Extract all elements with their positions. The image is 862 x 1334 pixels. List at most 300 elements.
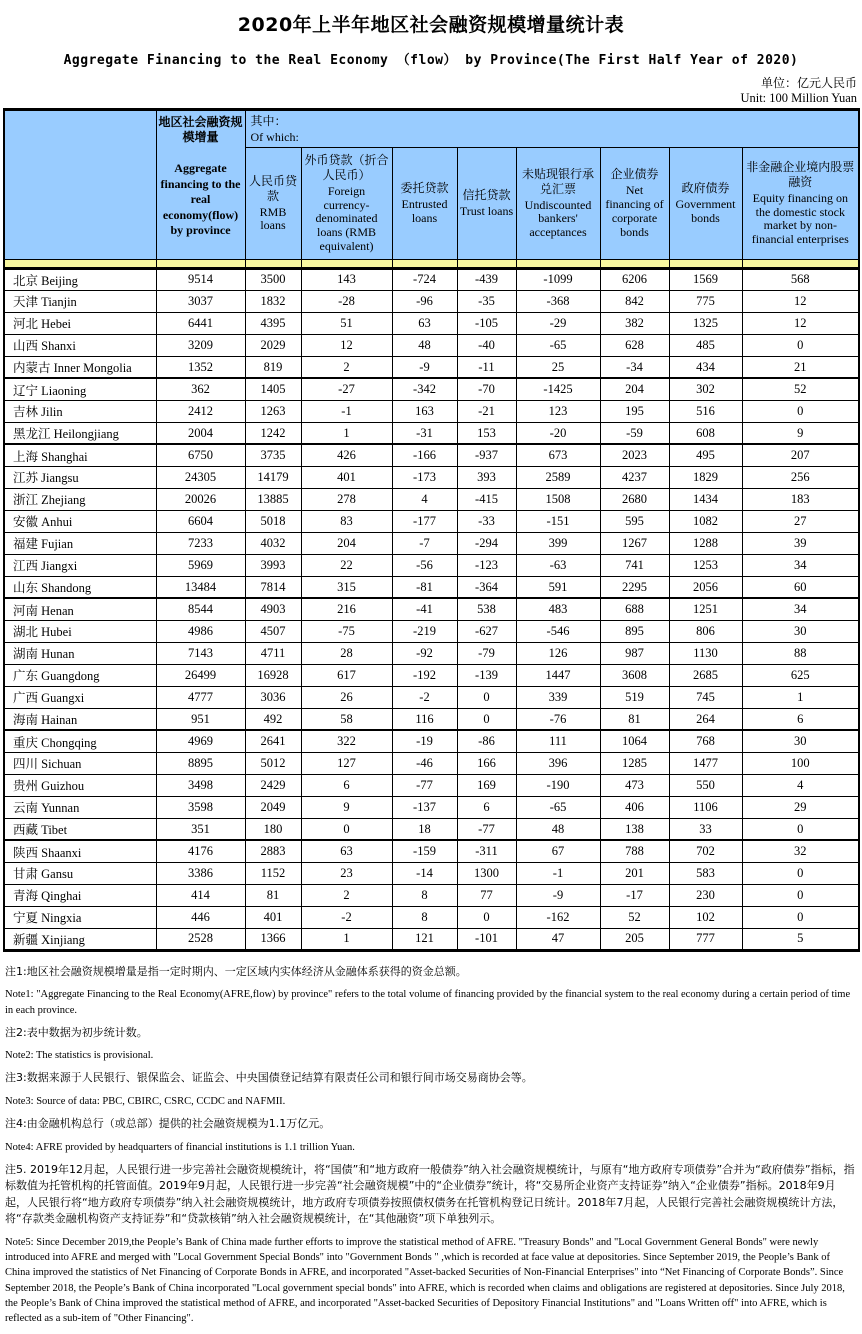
value-cell: -65: [516, 796, 600, 818]
value-cell: -2: [392, 686, 457, 708]
value-cell: 519: [600, 686, 669, 708]
value-cell: -162: [516, 906, 600, 928]
value-cell: 4507: [245, 620, 301, 642]
value-cell: 29: [742, 796, 859, 818]
province-cell: 宁夏 Ningxia: [4, 906, 156, 928]
value-cell: 7143: [156, 642, 245, 664]
province-cell: 贵州 Guizhou: [4, 774, 156, 796]
value-cell: 88: [742, 642, 859, 664]
value-cell: -159: [392, 840, 457, 862]
header-yellow-strip-cell: [301, 259, 392, 268]
value-cell: 1366: [245, 928, 301, 950]
province-cell: 山东 Shandong: [4, 576, 156, 598]
value-cell: 4711: [245, 642, 301, 664]
header-yellow-strip-cell: [4, 259, 156, 268]
value-cell: 351: [156, 818, 245, 840]
table-row: [4, 532, 859, 554]
value-cell: 2641: [245, 730, 301, 752]
footnotes: [3, 952, 859, 1326]
value-cell: 8: [392, 906, 457, 928]
value-cell: 1477: [669, 752, 742, 774]
value-cell: 153: [457, 422, 516, 444]
value-cell: 116: [392, 708, 457, 730]
value-cell: 205: [600, 928, 669, 950]
value-cell: 83: [301, 510, 392, 532]
value-cell: -105: [457, 312, 516, 334]
value-cell: 819: [245, 356, 301, 378]
value-cell: 0: [301, 818, 392, 840]
value-cell: 48: [392, 334, 457, 356]
province-cell: 浙江 Zhejiang: [4, 488, 156, 510]
value-cell: 3608: [600, 664, 669, 686]
table-row: [4, 796, 859, 818]
value-cell: 2049: [245, 796, 301, 818]
value-cell: 39: [742, 532, 859, 554]
value-cell: -101: [457, 928, 516, 950]
value-cell: -166: [392, 444, 457, 466]
value-cell: 1352: [156, 356, 245, 378]
value-cell: 6604: [156, 510, 245, 532]
table-row: [4, 268, 859, 290]
table-row: [4, 708, 859, 730]
value-cell: 8544: [156, 598, 245, 620]
of-which-header-cell: [245, 110, 859, 148]
value-cell: 401: [301, 466, 392, 488]
province-cell: 上海 Shanghai: [4, 444, 156, 466]
column-header-en: Government bonds: [675, 197, 736, 225]
value-cell: 12: [742, 312, 859, 334]
value-cell: 26: [301, 686, 392, 708]
value-cell: 1130: [669, 642, 742, 664]
column-header-cn: 委托贷款: [400, 181, 449, 195]
value-cell: 111: [516, 730, 600, 752]
value-cell: 591: [516, 576, 600, 598]
value-cell: 34: [742, 554, 859, 576]
table-row: [4, 488, 859, 510]
value-cell: 1832: [245, 290, 301, 312]
value-cell: 1251: [669, 598, 742, 620]
value-cell: 25: [516, 356, 600, 378]
value-cell: 14179: [245, 466, 301, 488]
table-row: [4, 290, 859, 312]
value-cell: 5969: [156, 554, 245, 576]
value-cell: 6750: [156, 444, 245, 466]
column-header-cn: 信托贷款: [462, 187, 511, 202]
note-4: Note2: The statistics is provisional.: [5, 1050, 154, 1062]
value-cell: 382: [600, 312, 669, 334]
table-row: [4, 576, 859, 598]
value-cell: 58: [301, 708, 392, 730]
value-cell: 3036: [245, 686, 301, 708]
value-cell: 52: [742, 378, 859, 400]
value-cell: 1508: [516, 488, 600, 510]
value-cell: 9: [742, 422, 859, 444]
value-cell: 34: [742, 598, 859, 620]
value-cell: 183: [742, 488, 859, 510]
value-cell: 81: [600, 708, 669, 730]
table-row: [4, 356, 859, 378]
value-cell: 1253: [669, 554, 742, 576]
province-cell: 河北 Hebei: [4, 312, 156, 334]
value-cell: 842: [600, 290, 669, 312]
value-cell: -17: [600, 884, 669, 906]
value-cell: 126: [516, 642, 600, 664]
value-cell: 121: [392, 928, 457, 950]
value-cell: 485: [669, 334, 742, 356]
value-cell: -21: [457, 400, 516, 422]
column-header-en: Equity financing on the domestic stock market by non-financial enterprises: [751, 190, 849, 247]
value-cell: 63: [301, 840, 392, 862]
value-cell: 23: [301, 862, 392, 884]
value-cell: -294: [457, 532, 516, 554]
value-cell: 2: [301, 884, 392, 906]
value-cell: 1064: [600, 730, 669, 752]
table-row: [4, 422, 859, 444]
value-cell: 100: [742, 752, 859, 774]
value-cell: 0: [742, 818, 859, 840]
value-cell: 516: [669, 400, 742, 422]
province-cell: 湖北 Hubei: [4, 620, 156, 642]
value-cell: 216: [301, 598, 392, 620]
value-cell: 315: [301, 576, 392, 598]
table-row: [4, 554, 859, 576]
column-header-corporate-bonds: [600, 147, 669, 259]
note-7: 注4:由金融机构总行（或总部）提供的社会融资规模为1.1万亿元。: [5, 1117, 331, 1131]
value-cell: 1405: [245, 378, 301, 400]
value-cell: 48: [516, 818, 600, 840]
aggregate-header-en: Aggregate financing to the real economy(flow) by province: [160, 161, 241, 238]
value-cell: 4032: [245, 532, 301, 554]
note-10: Note5: Since December 2019,the People’s Bank of China made further efforts to improve the statistical method of AFRE. "Treasury Bonds" and "Local Government General Bonds" were newly introduced into AFRE and merged with "Local Government Special Bonds" into "Government Bonds " ,which is recorded at face value at depositories. Since September 2019, the People’s Bank of China improved the statistics of Net Financing of Corporate Bonds in AFRE, and incorporated "Asset-backed Securities of Non-Financial Enterprises" into “Net Financing of Corporate Bonds”. Since September 2018, the People’s Bank of China incorporated "Local government special bonds" into AFRE, which is recorded when claims and obligations are registered at depositories. Since July 2018, the People’s Bank of China improved the statistical method of AFRE, and incorporated "Asset-backed Securities of Depository Financial Institutions" and "Loans Written off" into AFRE, which is reflected as a sub-item of "Other Financing".: [5, 1236, 845, 1324]
value-cell: -173: [392, 466, 457, 488]
value-cell: -65: [516, 334, 600, 356]
value-cell: -11: [457, 356, 516, 378]
table-row: [4, 598, 859, 620]
value-cell: 0: [742, 862, 859, 884]
province-cell: 江西 Jiangxi: [4, 554, 156, 576]
value-cell: 169: [457, 774, 516, 796]
column-header-en: Entrusted loans: [401, 197, 448, 225]
value-cell: 768: [669, 730, 742, 752]
value-cell: -1: [301, 400, 392, 422]
value-cell: 2412: [156, 400, 245, 422]
column-header-cn: 政府债券: [681, 181, 730, 195]
value-cell: -627: [457, 620, 516, 642]
value-cell: -151: [516, 510, 600, 532]
value-cell: 4986: [156, 620, 245, 642]
value-cell: 0: [457, 708, 516, 730]
header-yellow-strip-cell: [742, 259, 859, 268]
value-cell: -7: [392, 532, 457, 554]
afre-table: [3, 108, 860, 952]
table-row: [4, 444, 859, 466]
value-cell: -56: [392, 554, 457, 576]
value-cell: 745: [669, 686, 742, 708]
note-1: 注1:地区社会融资规模增量是指一定时期内、一定区域内实体经济从金融体系获得的资金总额。: [5, 964, 467, 978]
value-cell: 628: [600, 334, 669, 356]
province-cell: 海南 Hainan: [4, 708, 156, 730]
province-cell: 新疆 Xinjiang: [4, 928, 156, 950]
header-yellow-strip-cell: [600, 259, 669, 268]
note-5: 注3:数据来源于人民银行、银保监会、证监会、中央国债登记结算有限责任公司和银行间市场交易商协会等。: [5, 1071, 533, 1085]
value-cell: -63: [516, 554, 600, 576]
note-3: 注2:表中数据为初步统计数。: [5, 1025, 148, 1039]
value-cell: 4969: [156, 730, 245, 752]
value-cell: 2685: [669, 664, 742, 686]
value-cell: 5018: [245, 510, 301, 532]
value-cell: 33: [669, 818, 742, 840]
value-cell: 1: [301, 422, 392, 444]
table-row: [4, 884, 859, 906]
value-cell: 0: [742, 400, 859, 422]
value-cell: -177: [392, 510, 457, 532]
province-cell: 内蒙古 Inner Mongolia: [4, 356, 156, 378]
province-cell: 黑龙江 Heilongjiang: [4, 422, 156, 444]
value-cell: -139: [457, 664, 516, 686]
value-cell: 8895: [156, 752, 245, 774]
value-cell: -27: [301, 378, 392, 400]
value-cell: 2: [301, 356, 392, 378]
value-cell: 4176: [156, 840, 245, 862]
value-cell: 2004: [156, 422, 245, 444]
value-cell: -9: [392, 356, 457, 378]
column-header-en: Undiscounted bankers' acceptances: [524, 197, 592, 240]
table-header: [4, 110, 859, 269]
value-cell: 1288: [669, 532, 742, 554]
value-cell: -77: [457, 818, 516, 840]
header-yellow-strip-row: [4, 259, 859, 268]
note-6: Note3: Source of data: PBC, CBIRC, CSRC, CCDC and NAFMII.: [5, 1095, 286, 1107]
province-cell: 重庆 Chongqing: [4, 730, 156, 752]
value-cell: 201: [600, 862, 669, 884]
value-cell: 3498: [156, 774, 245, 796]
value-cell: 5012: [245, 752, 301, 774]
value-cell: 2589: [516, 466, 600, 488]
value-cell: 550: [669, 774, 742, 796]
header-yellow-strip-cell: [516, 259, 600, 268]
value-cell: 393: [457, 466, 516, 488]
value-cell: 483: [516, 598, 600, 620]
value-cell: 673: [516, 444, 600, 466]
value-cell: 143: [301, 268, 392, 290]
value-cell: 1325: [669, 312, 742, 334]
header-yellow-strip-cell: [457, 259, 516, 268]
table-row: [4, 620, 859, 642]
value-cell: 4237: [600, 466, 669, 488]
value-cell: 1082: [669, 510, 742, 532]
value-cell: -137: [392, 796, 457, 818]
value-cell: 278: [301, 488, 392, 510]
value-cell: 302: [669, 378, 742, 400]
value-cell: 204: [301, 532, 392, 554]
value-cell: 434: [669, 356, 742, 378]
value-cell: 27: [742, 510, 859, 532]
value-cell: 617: [301, 664, 392, 686]
value-cell: 67: [516, 840, 600, 862]
value-cell: 28: [301, 642, 392, 664]
column-header-cn: 未贴现银行承兑汇票: [521, 166, 594, 196]
value-cell: 0: [457, 686, 516, 708]
table-row: [4, 378, 859, 400]
value-cell: 806: [669, 620, 742, 642]
value-cell: 180: [245, 818, 301, 840]
header-yellow-strip-cell: [156, 259, 245, 268]
table-row: [4, 686, 859, 708]
value-cell: 3037: [156, 290, 245, 312]
value-cell: 702: [669, 840, 742, 862]
value-cell: 32: [742, 840, 859, 862]
table-body: [4, 268, 859, 950]
value-cell: 2295: [600, 576, 669, 598]
table-row: [4, 400, 859, 422]
value-cell: 426: [301, 444, 392, 466]
value-cell: 492: [245, 708, 301, 730]
value-cell: -368: [516, 290, 600, 312]
value-cell: 123: [516, 400, 600, 422]
unit-label-cn: 单位：亿元人民币: [760, 76, 857, 90]
unit-label-en: Unit: 100 Million Yuan: [740, 91, 857, 105]
value-cell: -415: [457, 488, 516, 510]
province-cell: 山西 Shanxi: [4, 334, 156, 356]
value-cell: -79: [457, 642, 516, 664]
province-cell: 青海 Qinghai: [4, 884, 156, 906]
value-cell: 8: [392, 884, 457, 906]
value-cell: 3993: [245, 554, 301, 576]
value-cell: 63: [392, 312, 457, 334]
value-cell: 399: [516, 532, 600, 554]
value-cell: 1263: [245, 400, 301, 422]
province-cell: 天津 Tianjin: [4, 290, 156, 312]
value-cell: -29: [516, 312, 600, 334]
value-cell: 2680: [600, 488, 669, 510]
value-cell: 20026: [156, 488, 245, 510]
value-cell: 495: [669, 444, 742, 466]
value-cell: 414: [156, 884, 245, 906]
value-cell: 1285: [600, 752, 669, 774]
header-yellow-strip-cell: [669, 259, 742, 268]
value-cell: 16928: [245, 664, 301, 686]
aggregate-header-cell: [156, 110, 245, 260]
value-cell: -546: [516, 620, 600, 642]
table-row: [4, 928, 859, 950]
value-cell: -75: [301, 620, 392, 642]
value-cell: 583: [669, 862, 742, 884]
value-cell: 30: [742, 730, 859, 752]
value-cell: 741: [600, 554, 669, 576]
value-cell: 230: [669, 884, 742, 906]
value-cell: 4: [392, 488, 457, 510]
value-cell: 7233: [156, 532, 245, 554]
of-which-cn: 其中：: [250, 114, 287, 128]
column-header-undiscounted-bankers-acceptances: [516, 147, 600, 259]
province-cell: 吉林 Jilin: [4, 400, 156, 422]
table-row: [4, 818, 859, 840]
column-header-government-bonds: [669, 147, 742, 259]
value-cell: 13885: [245, 488, 301, 510]
value-cell: -28: [301, 290, 392, 312]
value-cell: 4903: [245, 598, 301, 620]
value-cell: 204: [600, 378, 669, 400]
value-cell: -2: [301, 906, 392, 928]
province-cell: 安徽 Anhui: [4, 510, 156, 532]
province-cell: 甘肃 Gansu: [4, 862, 156, 884]
table-row: [4, 510, 859, 532]
value-cell: 322: [301, 730, 392, 752]
value-cell: 1106: [669, 796, 742, 818]
value-cell: -9: [516, 884, 600, 906]
value-cell: 77: [457, 884, 516, 906]
value-cell: 52: [600, 906, 669, 928]
province-cell: 西藏 Tibet: [4, 818, 156, 840]
value-cell: 4: [742, 774, 859, 796]
value-cell: 1: [301, 928, 392, 950]
value-cell: 3209: [156, 334, 245, 356]
value-cell: -190: [516, 774, 600, 796]
value-cell: 12: [742, 290, 859, 312]
value-cell: 987: [600, 642, 669, 664]
value-cell: 1829: [669, 466, 742, 488]
value-cell: 1447: [516, 664, 600, 686]
value-cell: -92: [392, 642, 457, 664]
value-cell: 2056: [669, 576, 742, 598]
value-cell: 775: [669, 290, 742, 312]
note-8: Note4: AFRE provided by headquarters of financial institutions is 1.1 trillion Yuan.: [5, 1141, 355, 1153]
value-cell: 166: [457, 752, 516, 774]
value-cell: -1: [516, 862, 600, 884]
value-cell: -81: [392, 576, 457, 598]
value-cell: -41: [392, 598, 457, 620]
province-cell: 陕西 Shaanxi: [4, 840, 156, 862]
value-cell: -937: [457, 444, 516, 466]
note-9: 注5. 2019年12月起，人民银行进一步完善社会融资规模统计，将“国债”和“地方政府一般债券”纳入社会融资规模统计，与原有“地方政府专项债券”合并为“政府债券”指标，指标数值为托管机构的托管面值。2019年9月起，人民银行进一步完善“社会融资规模”中的“企业债券”统计，将“交易所企业资产支持证券”纳入“企业债券”指标。2018年9月起，人民银行将“地方政府专项债券”纳入社会融资规模统计，地方政府专项债券按照债权债务在托管机构登记日统计。2018年7月起，人民银行完善社会融资规模统计方法，将“存款类金融机构资产支持证券”和“贷款核销”纳入社会融资规模统计，在“其他融资”项下单独列示。: [5, 1162, 855, 1226]
column-header-rmb-loans: [245, 147, 301, 259]
value-cell: 60: [742, 576, 859, 598]
table-row: [4, 312, 859, 334]
value-cell: 81: [245, 884, 301, 906]
value-cell: -40: [457, 334, 516, 356]
value-cell: 1267: [600, 532, 669, 554]
table-row: [4, 862, 859, 884]
value-cell: -364: [457, 576, 516, 598]
value-cell: 595: [600, 510, 669, 532]
table-row: [4, 774, 859, 796]
value-cell: 51: [301, 312, 392, 334]
header-yellow-strip-cell: [245, 259, 301, 268]
value-cell: 2023: [600, 444, 669, 466]
value-cell: 12: [301, 334, 392, 356]
value-cell: 788: [600, 840, 669, 862]
province-cell: 湖南 Hunan: [4, 642, 156, 664]
province-cell: 广东 Guangdong: [4, 664, 156, 686]
column-header-entrusted-loans: [392, 147, 457, 259]
value-cell: 951: [156, 708, 245, 730]
value-cell: 2883: [245, 840, 301, 862]
value-cell: -439: [457, 268, 516, 290]
value-cell: 1152: [245, 862, 301, 884]
value-cell: 3598: [156, 796, 245, 818]
table-row: [4, 906, 859, 928]
value-cell: 406: [600, 796, 669, 818]
province-cell: 四川 Sichuan: [4, 752, 156, 774]
of-which-en: Of which:: [250, 130, 299, 144]
column-header-en: Foreign currency-denominated loans (RMB equivalent): [315, 183, 378, 253]
value-cell: -311: [457, 840, 516, 862]
value-cell: 9514: [156, 268, 245, 290]
value-cell: -77: [392, 774, 457, 796]
value-cell: 4395: [245, 312, 301, 334]
column-header-en: Trust loans: [459, 203, 514, 218]
value-cell: 608: [669, 422, 742, 444]
